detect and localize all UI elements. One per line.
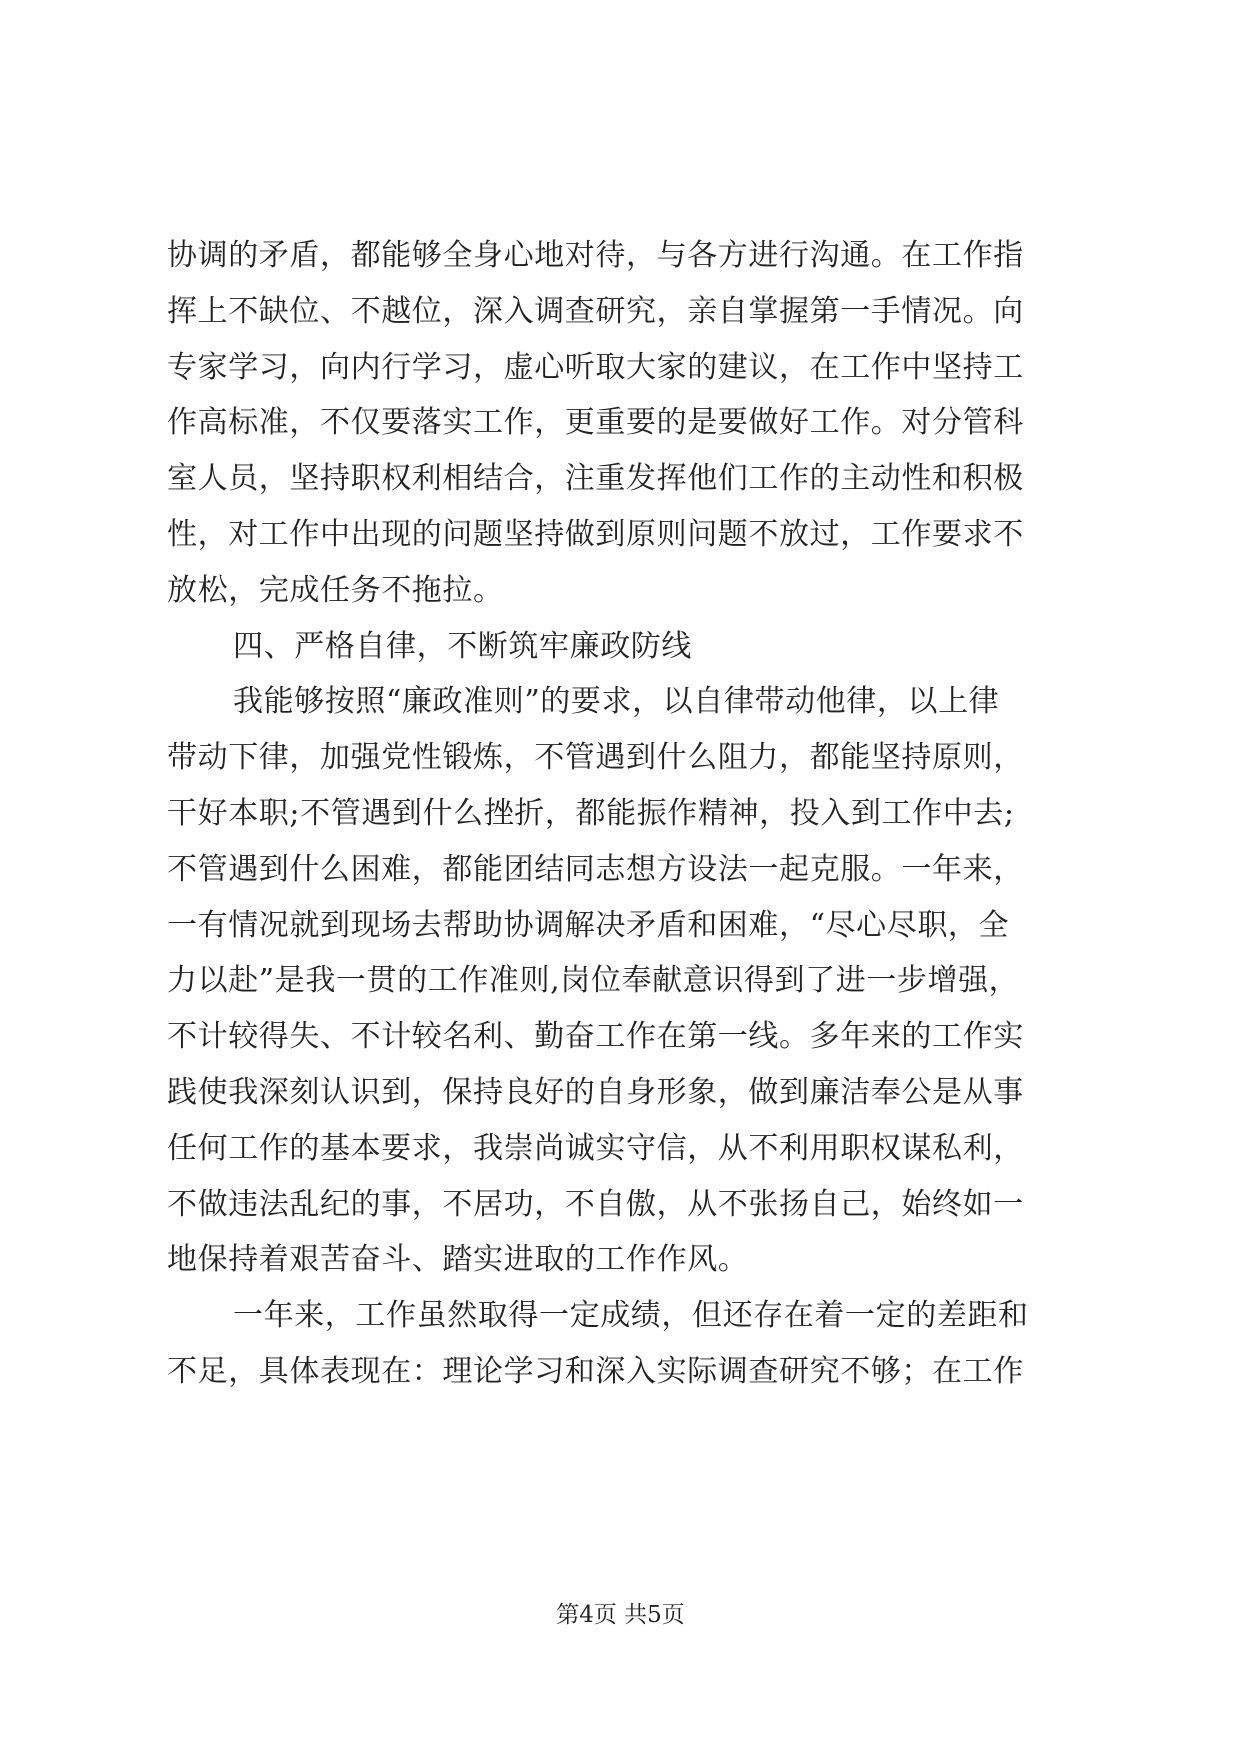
text-line: 作高标准，不仅要落实工作，更重要的是要做好工作。对分管科 — [167, 405, 1024, 441]
text-line: 挥上不缺位、不越位，深入调查研究，亲自掌握第一手情况。向 — [167, 293, 1024, 329]
text-line: 带动下律，加强党性锻炼，不管遇到什么阻力，都能坚持原则， — [167, 740, 1024, 776]
body-text — [167, 228, 1087, 1400]
text-line: 地保持着艰苦奋斗、踏实进取的工作作风。 — [167, 1242, 749, 1278]
text-line: 专家学习，向内行学习，虚心听取大家的建议，在工作中坚持工 — [167, 349, 1024, 385]
text-line: 不足，具体表现在：理论学习和深入实际调查研究不够；在工作 — [167, 1353, 1024, 1389]
text-line: 放松，完成任务不拖拉。 — [167, 572, 504, 608]
text-line: 我能够按照“廉政准则”的要求，以自律带动他律，以上律 — [233, 684, 1000, 720]
text-line: 不计较得失、不计较名利、勤奋工作在第一线。多年来的工作实 — [167, 1019, 1024, 1055]
text-line: 一年来，工作虽然取得一定成绩，但还存在着一定的差距和 — [233, 1298, 1029, 1334]
text-line: 干好本职;不管遇到什么挫折，都能振作精神，投入到工作中去; — [167, 795, 1015, 831]
text-line: 不做违法乱纪的事，不居功，不自傲，从不张扬自己，始终如一 — [167, 1186, 1024, 1222]
text-line: 一有情况就到现场去帮助协调解决矛盾和困难，“尽心尽职，全 — [167, 907, 1010, 943]
page-footer: 第4页 共5页 — [556, 1602, 685, 1628]
text-line: 室人员，坚持职权利相结合，注重发挥他们工作的主动性和积极 — [167, 461, 1024, 497]
text-line: 不管遇到什么困难，都能团结同志想方设法一起克服。一年来， — [167, 851, 1024, 887]
text-line: 力以赴”是我一贯的工作准则,岗位奉献意识得到了进一步增强， — [167, 963, 1020, 999]
text-line: 践使我深刻认识到，保持良好的自身形象，做到廉洁奉公是从事 — [167, 1074, 1024, 1110]
text-line: 性，对工作中出现的问题坚持做到原则问题不放过，工作要求不 — [167, 516, 1024, 552]
text-line: 任何工作的基本要求，我崇尚诚实守信，从不利用职权谋私利， — [167, 1130, 1024, 1166]
section-heading: 四、严格自律，不断筑牢廉政防线 — [233, 628, 692, 664]
text-line: 协调的矛盾，都能够全身心地对待，与各方进行沟通。在工作指 — [167, 238, 1024, 273]
